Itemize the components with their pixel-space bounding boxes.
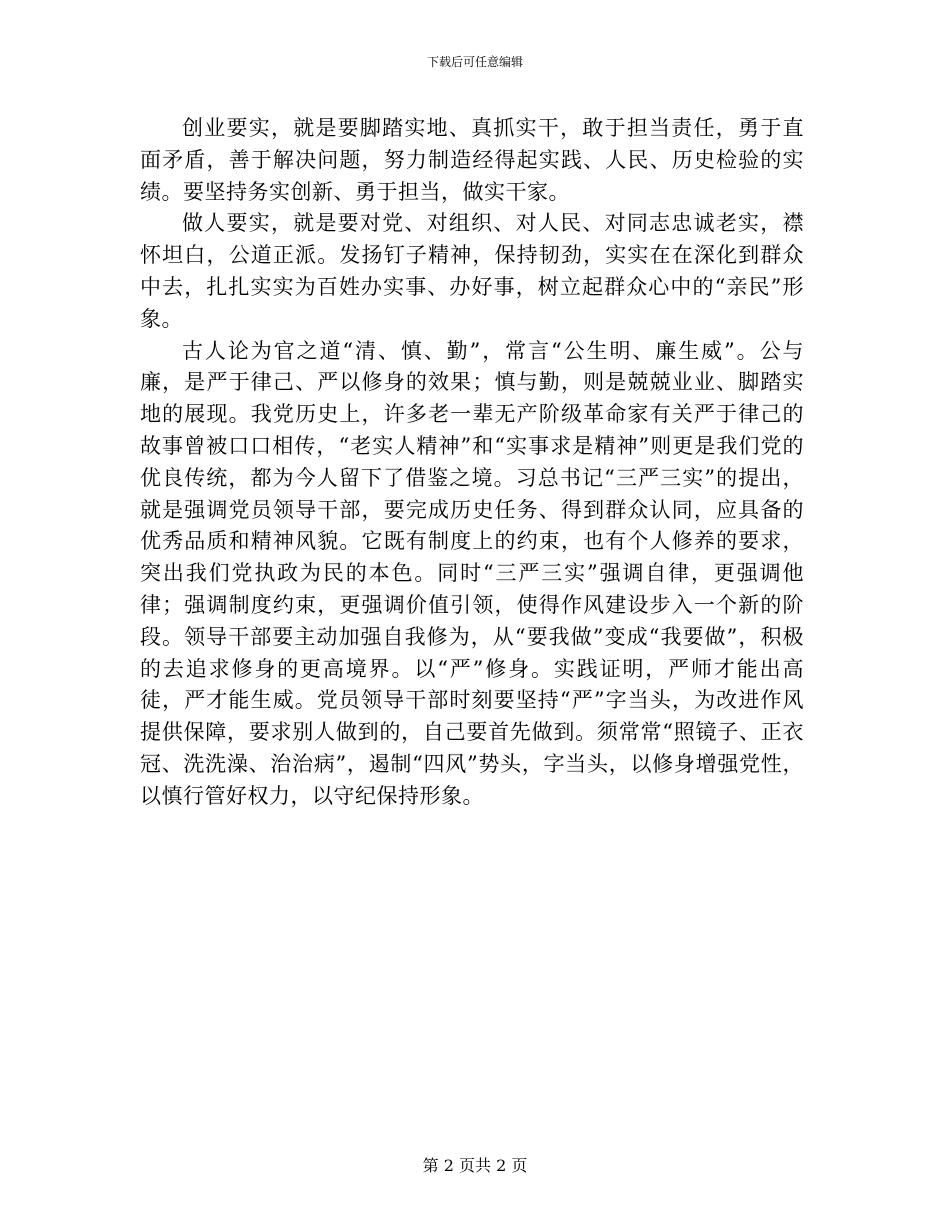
paragraph-1: 创业要实，就是要脚踏实地、真抓实干，敢于担当责任，勇于直面矛盾，善于解决问题，努力制造经得起实践、人民、历史检验的实绩。要坚持务实创新、勇于担当，做实干家。	[140, 116, 804, 204]
paragraph-3: 古人论为官之道“清、慎、勤”，常言“公生明、廉生威”。公与廉，是严于律己、严以修身的效果；慎与勤，则是兢兢业业、脚踏实地的展现。我党历史上，许多老一辈无产阶级革命家有关严于律己的故事曾被口口相传，“老实人精神”和“实事求是精神”则更是我们党的优良传统，都为今人留下了借鉴之境。习总书记“三严三实”的提出，就是强调党员领导干部，要完成历史任务、得到群众认同，应具备的优秀品质和精神风貌。它既有制度上的约束，也有个人修养的要求，突出我们党执政为民的本色。同时“三严三实”强调自律，更强调他律；强调制度约束，更强调价值引领，使得作风建设步入一个新的阶段。领导干部要主动加强自我修为，从“要我做”变成“我要做”，积极的去追求修身的更高境界。以“严”修身。实践证明，严师才能出高徒，严才能生威。党员领导干部时刻要坚持“严”字当头，为改进作风提供保障，要求别人做到的，自己要首先做到。须常常“照镜子、正衣冠、洗洗澡、治治病”，遏制“四风”势头，字当头，以修身增强党性，以慎行管好权力，以守纪保持形象。	[140, 338, 804, 808]
page-footer: 第 2 页共 2 页	[422, 1156, 528, 1175]
paragraph-2: 做人要实，就是要对党、对组织、对人民、对同志忠诚老实，襟怀坦白，公道正派。发扬钉子精神，保持韧劲，实实在在深化到群众中去，扎扎实实为百姓办实事、办好事，树立起群众心中的“亲民”形象。	[140, 211, 804, 331]
document-body	[140, 113, 804, 813]
page-header: 下载后可任意编辑	[426, 55, 523, 69]
